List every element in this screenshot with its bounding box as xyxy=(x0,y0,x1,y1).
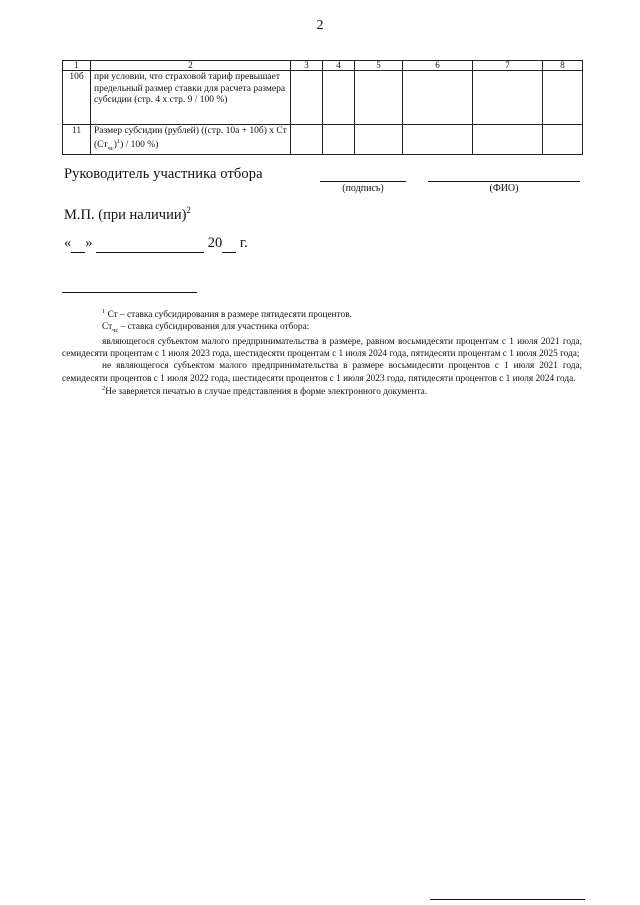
footnote-separator xyxy=(62,292,197,293)
quote-close: » xyxy=(85,235,93,251)
footnote-1-rate xyxy=(62,321,582,335)
table-cell xyxy=(543,125,583,155)
year-prefix: 20 xyxy=(207,235,223,251)
stamp-note xyxy=(64,205,191,224)
table-cell xyxy=(355,71,403,125)
subsidy-table xyxy=(62,60,583,155)
column-header: 7 xyxy=(473,61,543,71)
name-caption: (ФИО) xyxy=(489,183,519,194)
rate-subscript: чс xyxy=(112,327,119,335)
table-cell xyxy=(543,71,583,125)
row-description: при условии, что страховой тариф превышает предельный размер ставки для расчета размера субсидии (стр. 4 х стр. 9 / 100 %) xyxy=(91,71,291,125)
table-cell xyxy=(323,125,355,155)
table-cell xyxy=(323,71,355,125)
footnotes xyxy=(62,308,582,398)
month-blank xyxy=(96,235,204,253)
table-cell xyxy=(355,125,403,155)
column-header: 8 xyxy=(543,61,583,71)
footnote-paragraph: являющегося субъектом малого предпринимательства в размере, равном восьмидесяти процентам с 1 июля 2021 года, семидесяти процентам с 1 июля 2023 года, шестидесяти процентам с 1 июля 2024 года, пятидесяти процентам с 1 июля 2025 года; xyxy=(62,336,582,360)
column-header: 1 xyxy=(63,61,91,71)
column-header: 3 xyxy=(291,61,323,71)
footnote-2 xyxy=(62,385,582,398)
row-text: Размер субсидии (рублей) ((стр. 10а + 10б) х Ст (Ст xyxy=(94,126,287,150)
footnote-paragraph: не являющегося субъектом малого предпринимательства в размере восьмидесяти процентов с 1 июля 2021 года, семидесяти процентов с 1 июля 2022 года, шестидесяти процентов с 1 июля 2023 года, пятидесяти процентов с 1 июля 2024 года. xyxy=(62,361,582,384)
signature-block xyxy=(62,166,582,196)
table-row xyxy=(63,71,583,125)
quote-open: « xyxy=(64,235,72,251)
footnote-text: – ставка субсидирования для участника отбора: xyxy=(118,322,310,333)
signature-title: Руководитель участника отбора xyxy=(64,166,263,182)
table-cell xyxy=(291,71,323,125)
signature-caption: (подпись) xyxy=(342,183,384,194)
day-blank xyxy=(71,235,85,253)
rate-symbol: Ст xyxy=(102,322,113,333)
footnote-text: Не заверяется печатью в случае представления в форме электронного документа. xyxy=(105,386,428,397)
footnote-ref: 1 xyxy=(116,137,121,145)
row-description xyxy=(91,125,291,155)
row-number: 11 xyxy=(63,125,91,155)
bottom-rule xyxy=(430,899,585,900)
signature-line xyxy=(320,181,406,182)
footnote-mark: 2 xyxy=(102,384,106,392)
table-cell xyxy=(473,71,543,125)
row-text-end: ) / 100 %) xyxy=(120,139,159,150)
page-number: 2 xyxy=(316,18,324,33)
stamp-text: М.П. (при наличии) xyxy=(64,206,187,223)
table-cell xyxy=(473,125,543,155)
table-cell xyxy=(403,125,473,155)
row-text-close: ) xyxy=(113,139,117,150)
row-number: 10б xyxy=(63,71,91,125)
footnote-1 xyxy=(62,308,582,321)
table-header-row xyxy=(63,61,583,71)
year-blank xyxy=(222,235,236,253)
footnote-ref: 2 xyxy=(186,205,191,215)
footnote-text: Ст – ставка субсидирования в размере пятидесяти процентов. xyxy=(107,310,352,321)
year-suffix: г. xyxy=(239,235,248,251)
table-cell xyxy=(291,125,323,155)
table-cell xyxy=(403,71,473,125)
column-header: 5 xyxy=(355,61,403,71)
table-row xyxy=(63,125,583,155)
column-header: 2 xyxy=(91,61,291,71)
column-header: 4 xyxy=(323,61,355,71)
footnote-mark: 1 xyxy=(102,308,106,315)
rate-subscript: чс xyxy=(107,144,114,152)
date-line xyxy=(64,235,248,253)
column-header: 6 xyxy=(403,61,473,71)
name-line xyxy=(428,181,580,182)
